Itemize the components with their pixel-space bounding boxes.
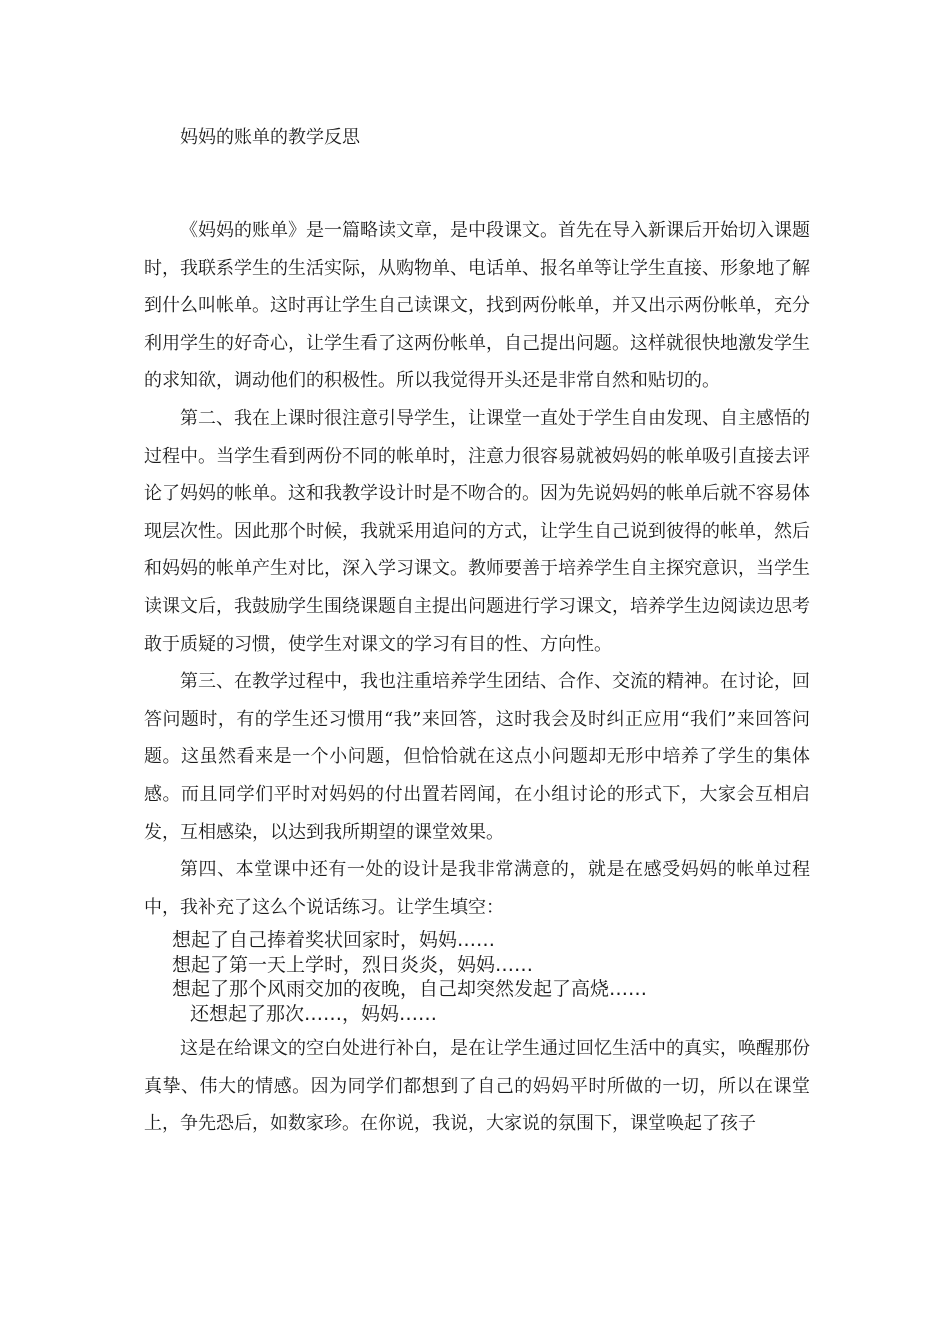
paragraph-fourth: 第四、本堂课中还有一处的设计是我非常满意的，就是在感受妈妈的帐单过程中，我补充了这么个说话练习。让学生填空： [144,859,810,918]
fill-line: 想起了自己捧着奖状回家时，妈妈…… [172,929,496,952]
paragraph-intro: 《妈妈的账单》是一篇略读文章，是中段课文。首先在导入新课后开始切入课题时，我联系学生的生活实际，从购物单、电话单、报名单等让学生直接、形象地了解到什么叫帐单。这时再让学生自己读课文，找到两份帐单，并又出示两份帐单，充分利用学生的好奇心，让学生看了这两份帐单，自己提出问题。这样就很快地激发学生的求知欲，调动他们的积极性。所以我觉得开头还是非常自然和贴切的。 [144,220,810,392]
paragraph-second: 第二、我在上课时很注意引导学生，让课堂一直处于学生自由发现、自主感悟的过程中。当学生看到两份不同的帐单时，注意力很容易就被妈妈的帐单吸引直接去评论了妈妈的帐单。这和我教学设计时是不吻合的。因为先说妈妈的帐单后就不容易体现层次性。因此那个时候，我就采用追问的方式，让学生自己说到彼得的帐单，然后和妈妈的帐单产生对比，深入学习课文。教师要善于培养学生自主探究意识，当学生读课文后，我鼓励学生围绕课题自主提出问题进行学习课文，培养学生边阅读边思考敢于质疑的习惯，使学生对课文的学习有目的性、方向性。 [144,407,810,655]
paragraph-closing: 这是在给课文的空白处进行补白，是在让学生通过回忆生活中的真实，唤醒那份真挚、伟大的情感。因为同学们都想到了自己的妈妈平时所做的一切，所以在课堂上，争先恐后，如数家珍。在你说，我说，大家说的氛围下，课堂唤起了孩子 [144,1038,810,1135]
document-body [144,212,810,1143]
fill-in-exercise [172,926,810,1030]
fill-line: 想起了那个风雨交加的夜晚，自己却突然发起了高烧…… [172,978,648,1001]
fill-line: 还想起了那次……，妈妈…… [190,1002,438,1025]
fill-line: 想起了第一天上学时，烈日炎炎，妈妈…… [172,953,534,976]
document-title: 妈妈的账单的教学反思 [180,127,360,148]
paragraph-third: 第三、在教学过程中，我也注重培养学生团结、合作、交流的精神。在讨论，回答问题时，有的学生还习惯用“我”来回答，这时我会及时纠正应用“我们”来回答问题。这虽然看来是一个小问题，但恰恰就在这点小问题却无形中培养了学生的集体感。而且同学们平时对妈妈的付出置若罔闻，在小组讨论的形式下，大家会互相启发，互相感染，以达到我所期望的课堂效果。 [144,671,810,843]
